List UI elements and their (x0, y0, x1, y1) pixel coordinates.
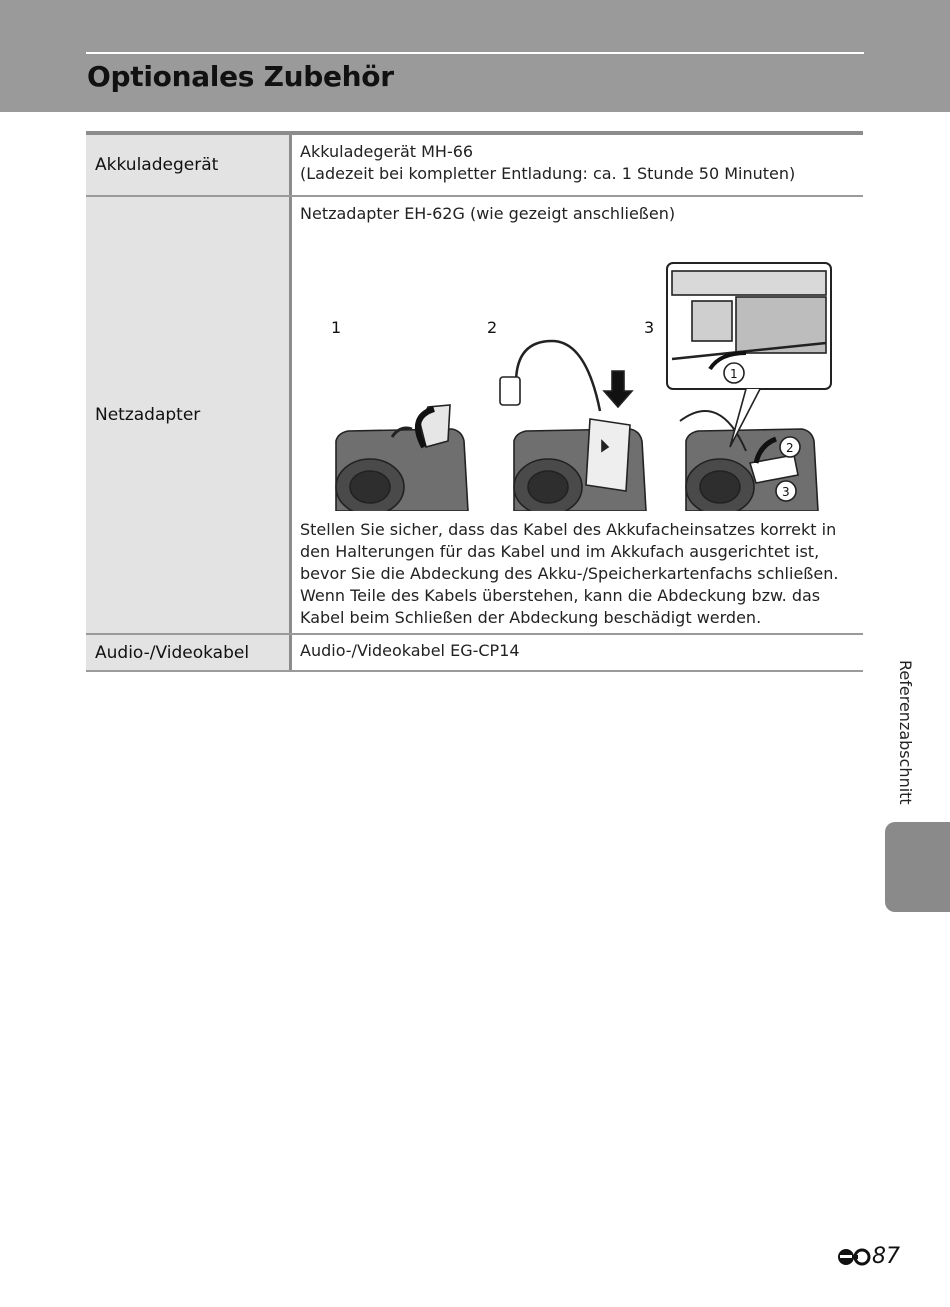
page-number-value: 87 (872, 1244, 900, 1269)
step-number-3: 3 (644, 318, 655, 337)
row-label-av-cable: Audio-/Videokabel (86, 635, 292, 670)
camera-1-drawing (336, 405, 468, 511)
table-row-ac-adapter (86, 197, 863, 635)
table-row-charger (86, 135, 863, 197)
page-title: Optionales Zubehör (87, 60, 394, 93)
step-number-2: 2 (487, 318, 498, 337)
svg-text:1: 1 (730, 367, 738, 381)
illustration-drawing (300, 241, 860, 511)
camera-2-drawing (500, 341, 646, 511)
row-label-charger: Akkuladegerät (86, 135, 292, 195)
header-band (0, 0, 950, 112)
table-row-av-cable (86, 635, 863, 672)
header-rule (86, 52, 864, 54)
svg-text:2: 2 (786, 441, 794, 455)
svg-text:3: 3 (782, 485, 790, 499)
charger-model: Akkuladegerät MH-66 (300, 142, 474, 161)
av-cable-model: Audio-/Videokabel EG-CP14 (300, 641, 520, 660)
e-section-icon (836, 1246, 872, 1268)
section-side-tab (885, 822, 950, 912)
connection-illustration (300, 241, 860, 511)
accessory-table (86, 131, 863, 672)
row-label-ac-adapter: Netzadapter (86, 197, 292, 633)
page-number (836, 1244, 900, 1269)
camera-3-drawing (667, 263, 831, 511)
charger-charge-time: (Ladezeit bei kompletter Entladung: ca. 1 Stunde 50 Minuten) (300, 164, 796, 183)
step-number-1: 1 (331, 318, 342, 337)
ac-adapter-note: Stellen Sie sicher, dass das Kabel des Akkufacheinsatzes korrekt in den Halterungen für das Kabel und im Akkufach ausgerichtet ist, bevor Sie die Abdeckung des Akku-/Speicherkartenfachs schließen. Wenn Teile des Kabels überstehen, kann die Abdeckung bzw. das Kabel beim Schließen der Abdeckung beschädigt werden. (300, 520, 839, 627)
ac-adapter-model: Netzadapter EH-62G (wie gezeigt anschließen) (300, 204, 676, 223)
section-side-label: Referenzabschnitt (896, 660, 915, 805)
row-content-ac-adapter (292, 197, 863, 633)
row-content-charger (292, 135, 863, 195)
